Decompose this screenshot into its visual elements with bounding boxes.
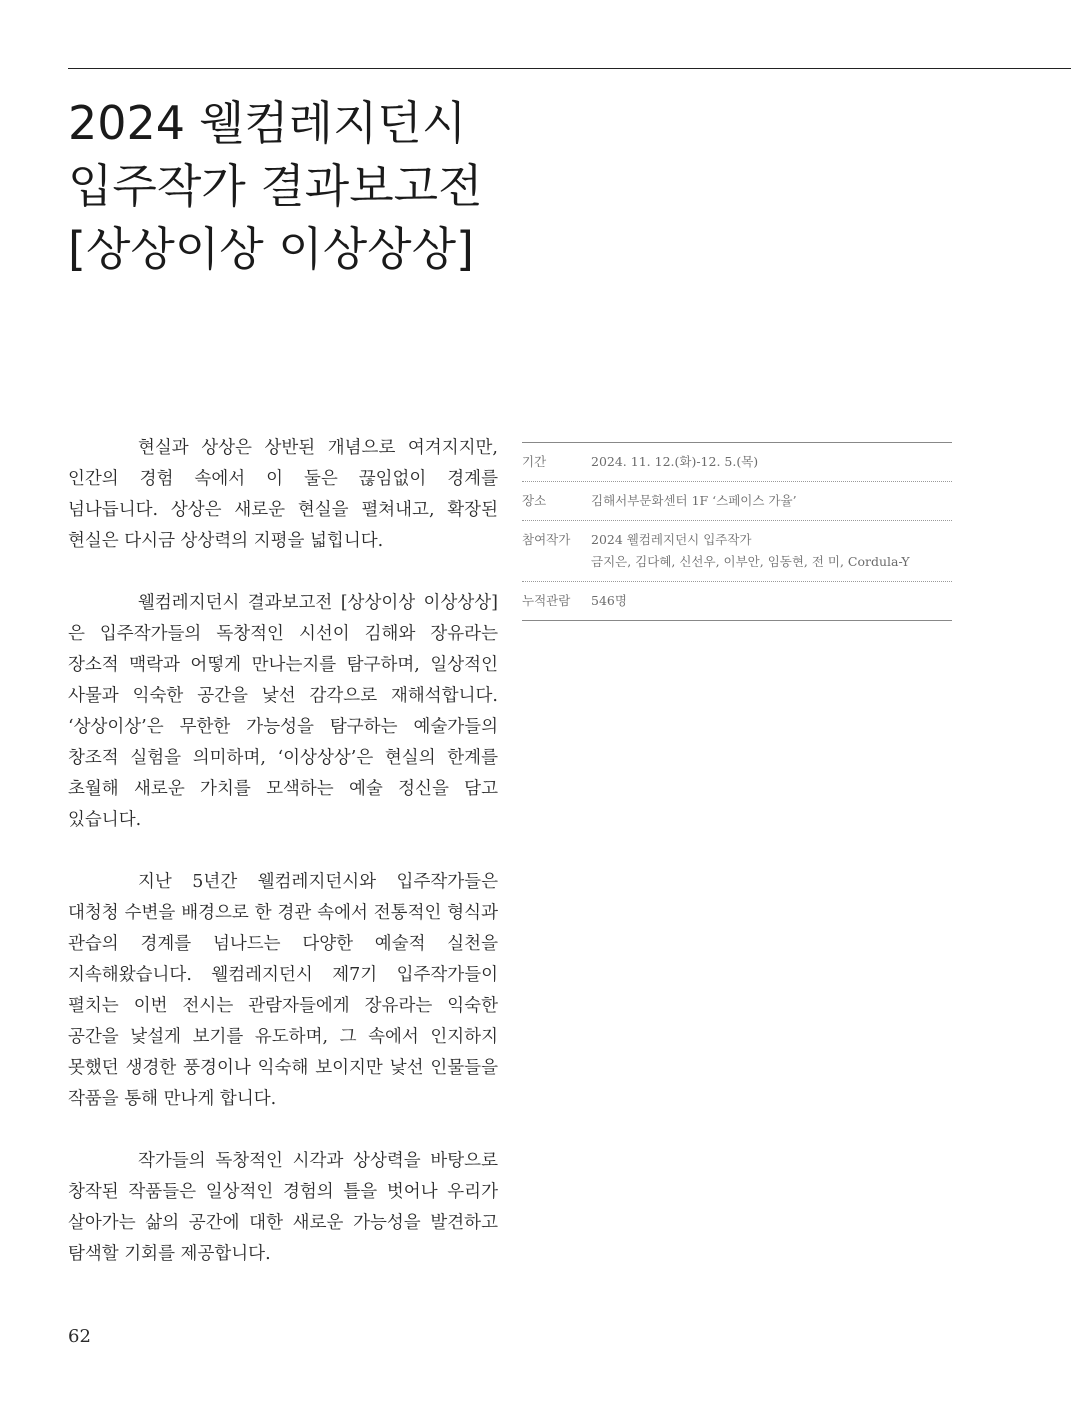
exhibition-info-table — [522, 442, 952, 621]
body-paragraph-2: 웰컴레지던시 결과보고전 [상상이상 이상상상]은 입주작가들의 독창적인 시선이 김해와 장유라는 장소적 맥락과 어떻게 만나는지를 탐구하며, 일상적인 사물과 익숙한 공간을 낯선 감각으로 재해석합니다. ‘상상이상’은 무한한 가능성을 탐구하는 예술가들의 창조적 실험을 의미하며, ‘이상상상’은 현실의 한계를 초월해 새로운 가치를 모색하는 예술 정신을 담고 있습니다. — [68, 593, 498, 830]
period-value: 2024. 11. 12.(화)-12. 5.(목) — [591, 454, 759, 469]
title-line-1: 2024 웰컴레지던시 — [68, 96, 467, 150]
venue-value: 김해서부문화센터 1F ‘스페이스 가율’ — [591, 493, 797, 508]
artists-value — [591, 529, 952, 573]
body-paragraph-3: 지난 5년간 웰컴레지던시와 입주작가들은 대청청 수변을 배경으로 한 경관 속에서 전통적인 형식과 관습의 경계를 넘나드는 다양한 예술적 실천을 지속해왔습니다. 웰컴레지던시 제7기 입주작가들이 펼치는 이번 전시는 관람자들에게 장유라는 익숙한 공간을 낯설게 보기를 유도하며, 그 속에서 인지하지 못했던 생경한 풍경이나 익숙해 보이지만 낯선 인물들을 작품을 통해 만나게 합니다. — [68, 872, 498, 1109]
venue-label: 장소 — [522, 493, 547, 508]
info-row-artists — [522, 521, 952, 582]
period-label: 기간 — [522, 454, 547, 469]
page-number: 62 — [68, 1326, 91, 1347]
title-line-3: [상상이상 이상상상] — [68, 222, 475, 276]
visitors-value: 546명 — [591, 593, 627, 608]
info-row-venue — [522, 482, 952, 521]
artists-label: 참여작가 — [522, 532, 571, 547]
page-title — [68, 92, 483, 281]
visitors-label: 누적관람 — [522, 593, 571, 608]
info-row-period — [522, 443, 952, 482]
artists-value-line-1: 2024 웰컴레지던시 입주작가 — [591, 532, 752, 547]
artists-value-line-2: 금지은, 김다혜, 신선우, 이부안, 임동현, 전 미, Cordula-Y — [591, 554, 910, 569]
info-row-visitors — [522, 582, 952, 620]
body-paragraph-1: 현실과 상상은 상반된 개념으로 여겨지지만, 인간의 경험 속에서 이 둘은 끊임없이 경계를 넘나듭니다. 상상은 새로운 현실을 펼쳐내고, 확장된 현실은 다시금 상상력의 지평을 넓힙니다. — [68, 438, 498, 551]
body-text — [68, 433, 498, 1301]
body-paragraph-4: 작가들의 독창적인 시각과 상상력을 바탕으로 창작된 작품들은 일상적인 경험의 틀을 벗어나 우리가 살아가는 삶의 공간에 대한 새로운 가능성을 발견하고 탐색할 기회를 제공합니다. — [68, 1151, 498, 1264]
top-rule — [68, 68, 1071, 69]
title-line-2: 입주작가 결과보고전 — [68, 159, 483, 213]
